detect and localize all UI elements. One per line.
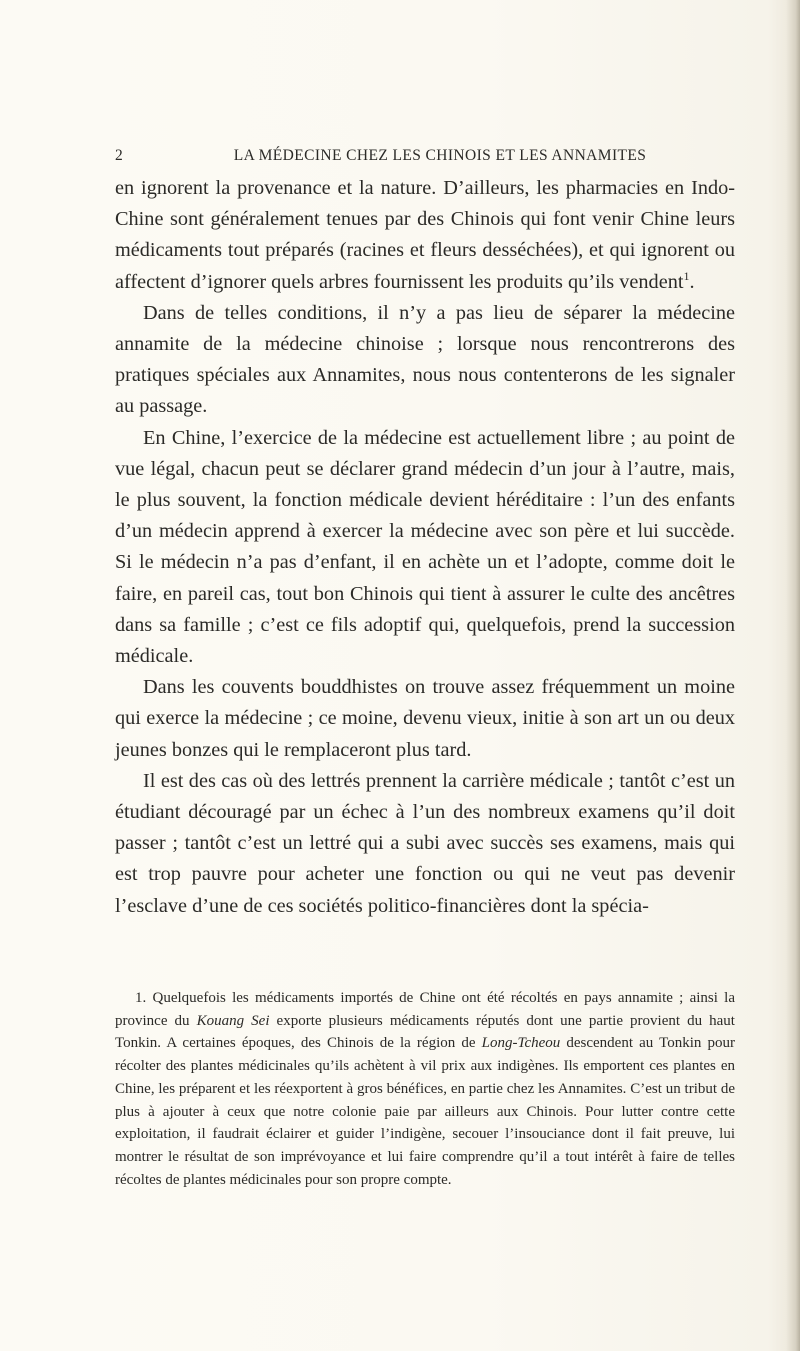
footnote-place-long-tcheou: Long-Tcheou xyxy=(481,1035,561,1052)
footnote-part-1: 1. Quelquefois les médicaments importés de Chine ont été récoltés en pays annamite ; ainsi la province du xyxy=(115,990,735,1029)
paragraph-4: Dans les couvents bouddhistes on trouve assez fréquemment un moine qui exerce la médecine ; ce moine, devenu vieux, initie à son art un ou deux jeunes bonzes qui le remplaceront plus tard. xyxy=(115,676,735,761)
paragraph-5: Il est des cas où des lettrés prennent la carrière médicale ; tantôt c’est un étudiant découragé par un échec à l’un des nombreux examens qu’il doit passer ; tantôt c’est un lettré qui a subi avec succès ses examens, mais qui est trop pauvre pour acheter une fonction ou qui ne veut pas devenir l’esclave d’une de ces sociétés politico-financières dont la spécia- xyxy=(115,769,735,917)
footnote-reference: 1 xyxy=(683,268,690,283)
footnote-place-kouang-sei: Kouang Sei xyxy=(196,1012,270,1029)
footnote xyxy=(115,987,735,1191)
running-title: LA MÉDECINE CHEZ LES CHINOIS ET LES ANNAMITES xyxy=(233,147,647,164)
running-header xyxy=(115,147,735,169)
page-edge-shadow xyxy=(786,0,800,1351)
paragraph-1-end: . xyxy=(689,270,695,293)
paragraph-2: Dans de telles conditions, il n’y a pas lieu de séparer la médecine annamite de la médecine chinoise ; lorsque nous rencontrerons des pratiques spéciales aux Annamites, nous nous contenterons de les signaler au passage. xyxy=(115,301,735,418)
page-number: 2 xyxy=(115,147,124,164)
paragraph-3: En Chine, l’exercice de la médecine est actuellement libre ; au point de vue légal, chacun peut se déclarer grand médecin d’un jour à l’autre, mais, le plus souvent, la fonction médicale devient héréditaire : l’un des enfants d’un médecin apprend à exercer la médecine avec son père et lui succède. Si le médecin n’a pas d’enfant, il en achète un et l’adopte, comme doit le faire, en pareil cas, tout bon Chinois qui tient à assurer le culte des ancêtres dans sa famille ; c’est ce fils adoptif qui, quelquefois, prend la succession médicale. xyxy=(115,426,735,668)
footnote-text xyxy=(115,987,735,1191)
footnote-part-2: exporte plusieurs médicaments réputés dont une partie provient du haut Tonkin. A certaines époques, des Chinois de la région de xyxy=(115,1012,735,1052)
paragraph-1-text: en ignorent la provenance et la nature. D’ailleurs, les pharmacies en Indo-Chine sont généralement tenues par des Chinois qui font venir Chine leurs médicaments tout préparés (racines et fleurs desséchées), et qui ignorent ou affectent d’ignorer quels arbres fournissent les produits qu’ils vendent xyxy=(115,177,735,293)
main-text xyxy=(115,173,735,922)
footnote-part-3: descendent au Tonkin pour récolter des plantes médicinales qu’ils achètent à vil prix aux indigènes. Ils emportent ces plantes en Chine, les préparent et les réexportent à gros bénéfices, en partie chez les Annamites. C’est un tribut de plus à ajouter à ceux que notre colonie paie par ailleurs aux Chinois. Pour lutter contre cette exploitation, il faudrait éclairer et guider l’indigène, secouer l’insouciance dont il fait preuve, lui montrer le résultat de son imprévoyance et lui faire comprendre qu’il a tout intérêt à faire de telles récoltes de plantes médicinales pour son propre compte. xyxy=(115,1035,735,1188)
paragraph-1 xyxy=(115,173,735,298)
